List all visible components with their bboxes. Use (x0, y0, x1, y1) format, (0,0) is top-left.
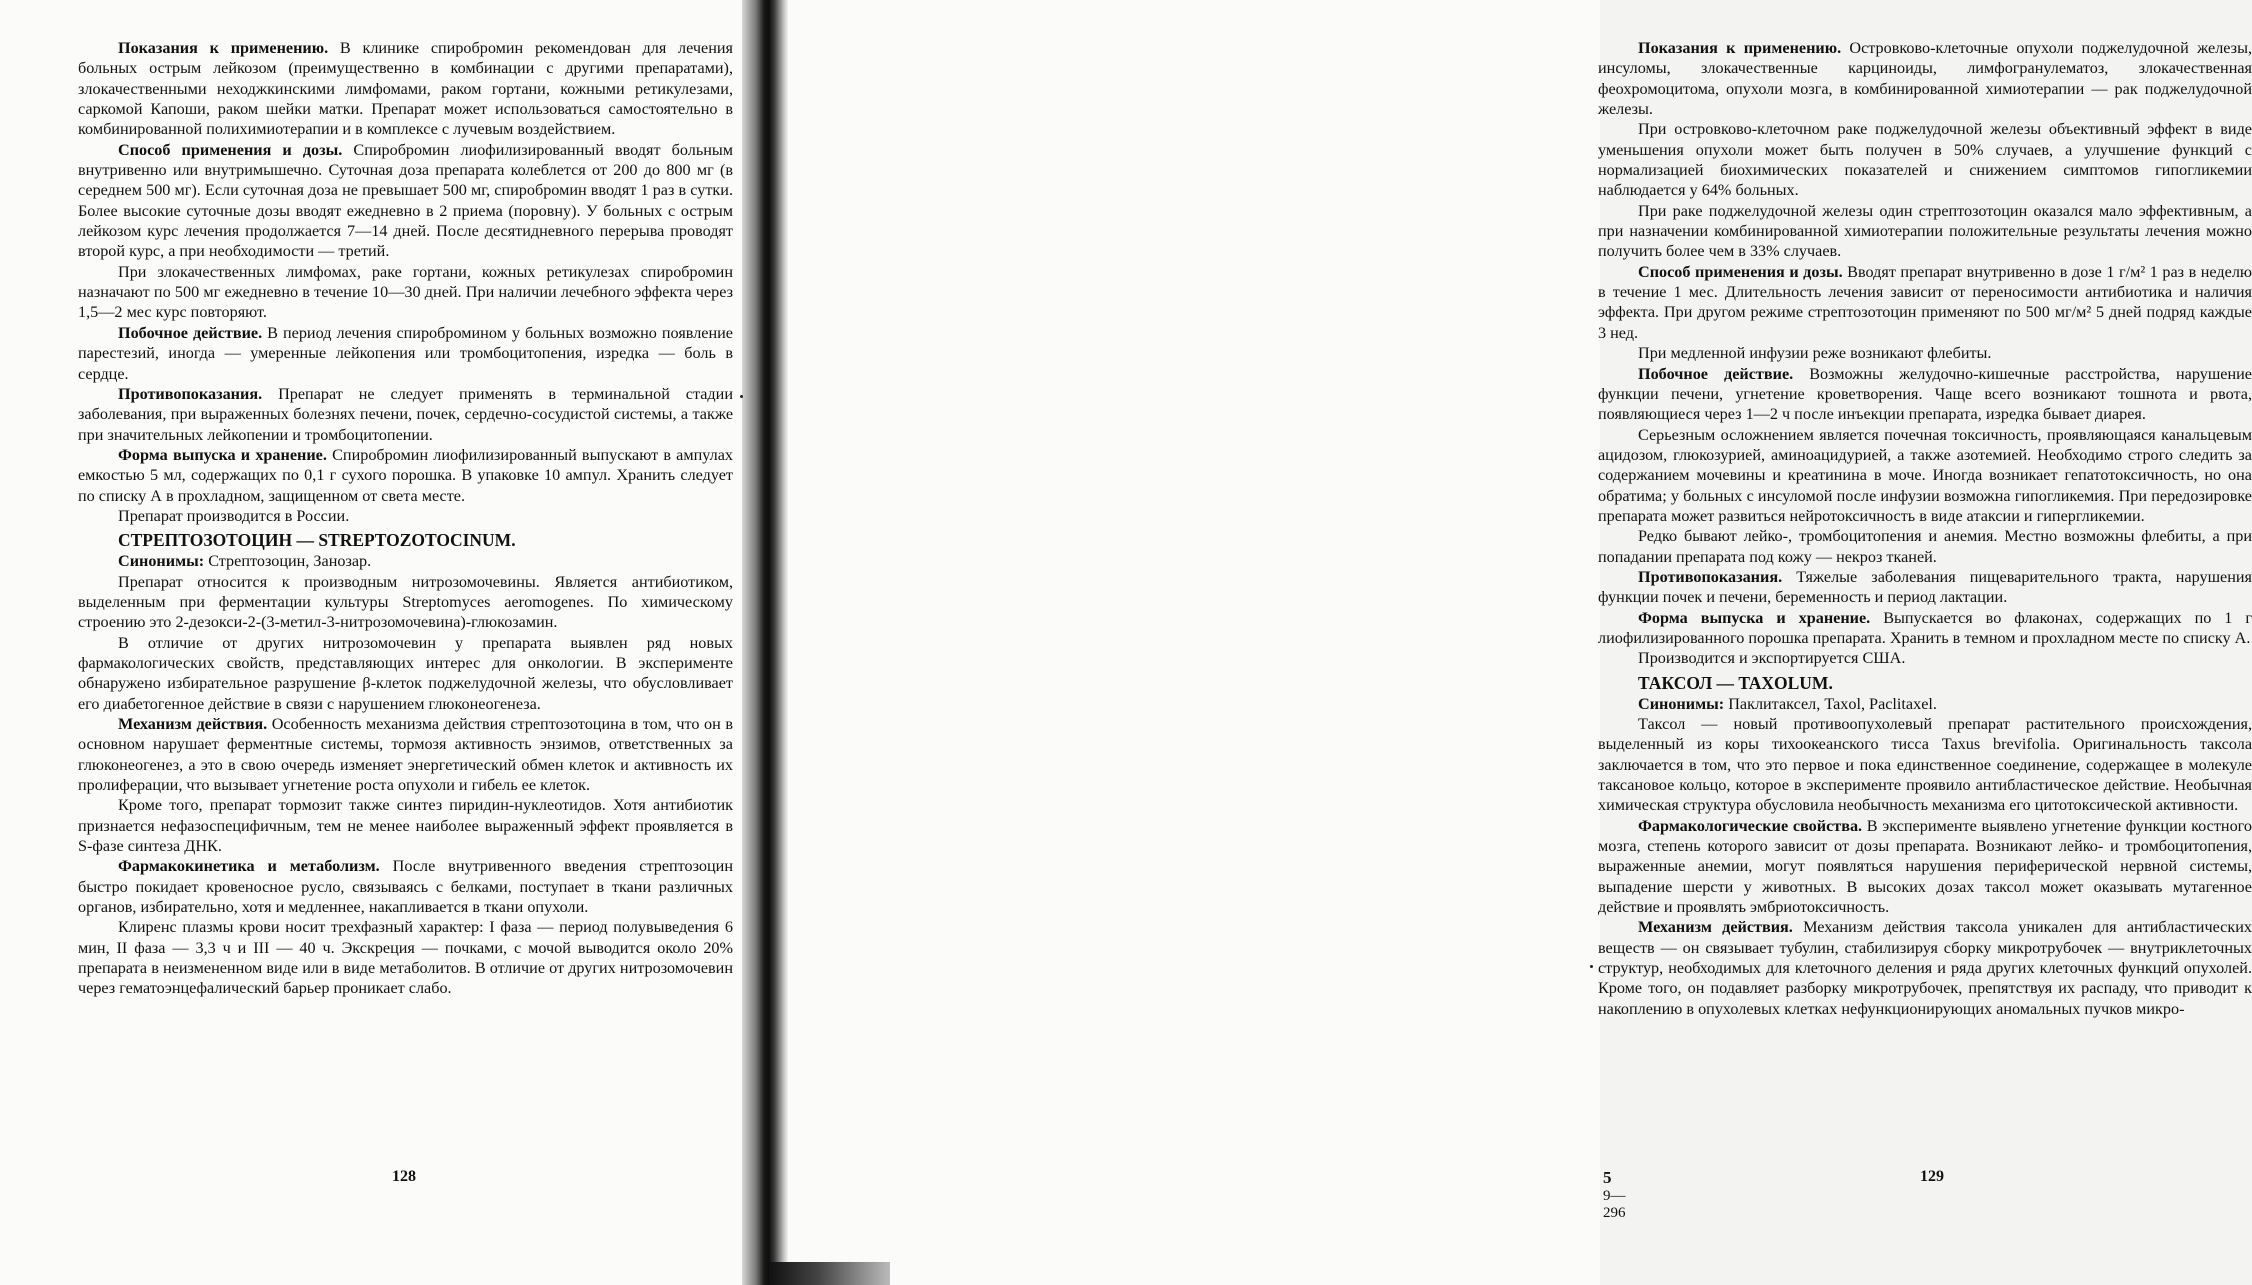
paragraph-text: В эксперименте выявлено угнетение функции костного мозга, степень которого зависит от дозы препарата. Возникают лейко- и тромбоцитопения, выраженные анемии, могут появляться нарушения периферической нервной системы, выпадение шерсти у животных. В высоких дозах таксол может оказывать мутагенное действие и проявлять эмбриотоксичность. (1598, 816, 2252, 917)
paragraph (78, 384, 733, 445)
section-label: Синонимы: (1638, 694, 1725, 713)
section-label: Механизм действия. (1638, 918, 1793, 937)
paragraph-text: Производится и экспортируется США. (1638, 649, 1906, 668)
paragraph (1598, 816, 2252, 918)
paragraph (78, 795, 733, 856)
section-label: Фармакологические свойства. (1638, 816, 1863, 835)
paragraph (1598, 648, 2252, 668)
paragraph-text: В отличие от других нитрозомочевин у препарата выявлен ряд новых фармакологических свойств, представляющих интерес для онкологии. В эксперименте обнаружено избирательное разрушение β-клеток поджелудочной железы, что обусловливает его диабетогенное действие в связи с нарушением глюконеогенеза. (78, 633, 733, 713)
paragraph (1598, 694, 2252, 714)
paragraph-text: Кроме того, препарат тормозит также синтез пиридин-нуклеотидов. Хотя антибиотик признается нефазоспецифичным, тем не менее наиболее выраженный эффект проявляется в S-фазе синтеза ДНК. (78, 796, 733, 856)
paragraph-text: Спиробромин лиофилизированный вводят больным внутривенно или внутримышечно. Суточная доза препарата колеблется от 200 до 800 мг (в середнем 500 мг). Если суточная доза не превышает 500 мг, спиробромин вводят 1 раз в сутки. Более высокие суточные дозы вводят ежедневно в 2 приема (поровну). У больных с острым лейкозом курс лечения продолжается 7—14 дней. После десятидневного перерыва проводят второй курс, а при необходимости — третий. (78, 140, 733, 261)
paragraph (78, 572, 733, 633)
paragraph (1598, 425, 2252, 527)
paragraph (78, 917, 733, 998)
paragraph (78, 506, 733, 526)
section-label: Механизм действия. (118, 715, 268, 733)
paragraph (1598, 343, 2252, 363)
right-page-text (1598, 38, 2252, 1019)
signature-number: 5 (1603, 1168, 1612, 1187)
printer-signature (1603, 1168, 1626, 1222)
paragraph-text: При островково-клеточном раке поджелудочной железы объективный эффект в виде уменьшения опухоли может быть получен в 50% случаев, а улучшение функций с нормализацией биохимических показателей и снижением симптомов гипогликемии наблюдается у 64% больных. (1598, 120, 2252, 200)
paragraph (1598, 917, 2252, 1019)
paragraph-text: Островково-клеточные опухоли поджелудочной железы, инсуломы, злокачественные карциноиды, лимфогранулематоз, злокачественная феохромоцитома, опухоли мозга, в комбинированной химиотерапии — рак поджелудочной железы. (1598, 39, 2252, 119)
paragraph-text: Особенность механизма действия стрептозотоцина в том, что он в основном нарушает ферментные системы, тормозя активность энзимов, ответственных за глюконеогенез, а это в свою очередь изменяет энергетический обмен клеток и активность их пролиферации, что вызывает угнетение роста опухоли и гибель ее клеток. (78, 715, 733, 795)
paragraph (1598, 526, 2252, 567)
paragraph (78, 633, 733, 714)
paragraph-text: Таксол — новый противоопухолевый препарат растительного происхождения, выделенный из коры тихоокеанского тисса Taxus brevifolia. Оригинальность таксола заключается в том, что это первое и пока единственное соединение, содержащее в молекуле таксановое кольцо, которое в эксперименте проявило антибластическое действие. Необычная химическая структура обусловила необычность механизма его цитотоксической активности. (1598, 715, 2252, 815)
section-label: Способ применения и дозы. (118, 140, 343, 159)
paragraph-text: При злокачественных лимфомах, раке гортани, кожных ретикулезах спиробромин назначают по 500 мг ежедневно в течение 10—30 дней. При наличии лечебного эффекта через 1,5—2 мес курс повторяют. (78, 262, 733, 322)
paragraph-text: При раке поджелудочной железы один стрептозотоцин оказался мало эффективным, а при назначении комбинированной химиотерапии положительные результаты лечения можно получить более чем в 33% случаев. (1598, 201, 2252, 261)
paragraph-text: Стрептозоцин, Занозар. (204, 552, 372, 571)
paragraph-text: После внутривенного введения стрептозоцин быстро покидает кровеносное русло, связываясь с белками, поступает в ткани различных органов, избирательно, хотя и медленнее, накапливается в ткани опухоли. (78, 857, 733, 917)
paragraph (78, 323, 733, 384)
paragraph-text: Редко бывают лейко-, тромбоцитопения и анемия. Местно возможны флебиты, а при попадании препарата под кожу — некроз тканей. (1598, 527, 2252, 566)
right-page-number: 129 (1920, 1168, 1944, 1185)
gutter-bottom-shadow (770, 1262, 890, 1285)
paragraph-text: Препарат относится к производным нитрозомочевины. Является антибиотиком, выделенным при ферментации культуры Streptomyces aeromogenes. По химическому строению это 2-дезокси-2-(3-метил-3-нитрозомочевина)-глюкозамин. (78, 572, 733, 632)
paragraph (78, 140, 733, 262)
scan-speck (740, 395, 743, 398)
paragraph (78, 445, 733, 506)
book-gutter-shadow (742, 0, 788, 1285)
article-heading: СТРЕПТОЗОТОЦИН — STREPTOZOTOCINUM. (118, 530, 516, 551)
paragraph (78, 262, 733, 323)
section-label: Противопоказания. (1638, 567, 1783, 586)
paragraph-text: В клинике спиробромин рекомендован для лечения больных острым лейкозом (преимущественно в комбинации с другими препаратами), злокачественными неходжкинскими лимфомами, раком гортани, кожными ретикулезами, саркомой Капоши, раком шейки матки. Препарат может использоваться самостоятельно в комбинированной полихимиотерапии и в комплексе с лучевым воздействием. (78, 39, 733, 139)
paragraph (1598, 119, 2252, 200)
paragraph (1598, 201, 2252, 262)
paragraph-text: Вводят препарат внутривенно в дозе 1 г/м² 1 раз в неделю в течение 1 мес. Длительность лечения зависит от переносимости антибиотика и наличия эффекта. При другом режиме стрептозотоцин применяют по 500 мг/м² 5 дней подряд каждые 3 нед. (1598, 262, 2252, 342)
paragraph (1598, 38, 2252, 119)
paragraph-text: Механизм действия таксола уникален для антибластических веществ — он связывает тубулин, стабилизируя сборку микротрубочек — внутриклеточных структур, необходимых для клеточного деления и ряда других клеточных функций опухолей. Кроме того, он подавляет разборку микротрубочек, препятствуя их распаду, что приводит к накоплению в опухолевых клетках нефункционирующих аномальных пучков микро- (1598, 918, 2252, 1018)
section-label: Показания к применению. (1638, 39, 1842, 57)
section-label: Форма выпуска и хранение. (118, 445, 327, 464)
left-page-number: 128 (392, 1168, 416, 1185)
paragraph-text: Препарат не следует применять в терминальной стадии заболевания, при выраженных болезнях печени, почек, сердечно-сосудистой системы, а также при значительных лейкопении и тромбоцитопении. (78, 384, 733, 444)
paragraph (78, 856, 733, 917)
paragraph-text: Клиренс плазмы крови носит трехфазный характер: I фаза — период полувыведения 6 мин, II фаза — 3,3 ч и III — 40 ч. Экскреция — почками, с мочой выводится около 20% препарата в неизмененном виде или в виде метаболитов. В отличие от других нитрозомочевин через гематоэнцефалический барьер проникает слабо. (78, 918, 733, 998)
section-label: Побочное действие. (118, 323, 263, 342)
paragraph-text: Выпускается во флаконах, содержащих по 1 г лиофилизированного порошка препарата. Хранить в темном и прохладном месте по списку А. (1598, 608, 2252, 647)
paragraph-text: Серьезным осложнением является почечная токсичность, проявляющаяся канальцевым ацидозом, глюкозурией, аминоацидурией, а также азотемией. Необходимо строго следить за содержанием мочевины и креатинина в моче. Иногда возникает гепатотоксичность, но она обратима; у больных с инсуломой после инфузии возможна гипогликемия. При передозировке препарата может развиться нейротоксичность в виде атаксии и гипергликемии. (1598, 425, 2252, 525)
paragraph (78, 38, 733, 140)
paragraph-text: В период лечения спиробромином у больных возможно появление парестезий, иногда — умеренные лейкопения или тромбоцитопения, изредка — боль в сердце. (78, 323, 733, 383)
signature-code: 9—296 (1603, 1188, 1626, 1221)
section-label: Побочное действие. (1638, 364, 1794, 383)
article-heading: ТАКСОЛ — TAXOLUM. (1638, 672, 1833, 693)
section-label: Форма выпуска и хранение. (1638, 608, 1871, 627)
left-page (0, 0, 760, 1285)
paragraph-text: Тяжелые заболевания пищеварительного тракта, нарушения функции почек и печени, беременность и период лактации. (1598, 567, 2252, 607)
right-page (770, 0, 2252, 1285)
paragraph (1598, 608, 2252, 649)
section-label: Противопоказания. (118, 384, 263, 403)
paragraph (1598, 714, 2252, 816)
left-page-text (78, 38, 733, 999)
paragraph-text: Препарат производится в России. (118, 506, 350, 525)
section-label: Способ применения и дозы. (1638, 262, 1843, 281)
paragraph (1598, 567, 2252, 608)
section-label: Фармакокинетика и метаболизм. (118, 857, 380, 876)
scan-speck (1590, 965, 1593, 968)
section-label: Показания к применению. (118, 39, 329, 57)
paragraph (78, 714, 733, 795)
paragraph (1598, 262, 2252, 343)
paragraph (1598, 364, 2252, 425)
paragraph-text: При медленной инфузии реже возникают флебиты. (1638, 344, 1992, 363)
paragraph-text: Спиробромин лиофилизированный выпускают в ампулах емкостью 5 мл, содержащих по 0,1 г сухого порошка. В упаковке 10 ампул. Хранить следует по списку А в прохладном, защищенном от света месте. (78, 445, 734, 505)
paragraph-text: Возможны желудочно-кишечные расстройства, нарушение функции печени, угнетение кроветворения. Чаще всего возникают тошнота и рвота, появляющиеся через 1—2 ч после инъекции препарата, изредка бывает диарея. (1598, 364, 2252, 424)
section-label: Синонимы: (118, 552, 205, 571)
paragraph (78, 551, 733, 571)
paragraph-text: Паклитаксел, Taxol, Paclitaxel. (1724, 694, 1937, 713)
